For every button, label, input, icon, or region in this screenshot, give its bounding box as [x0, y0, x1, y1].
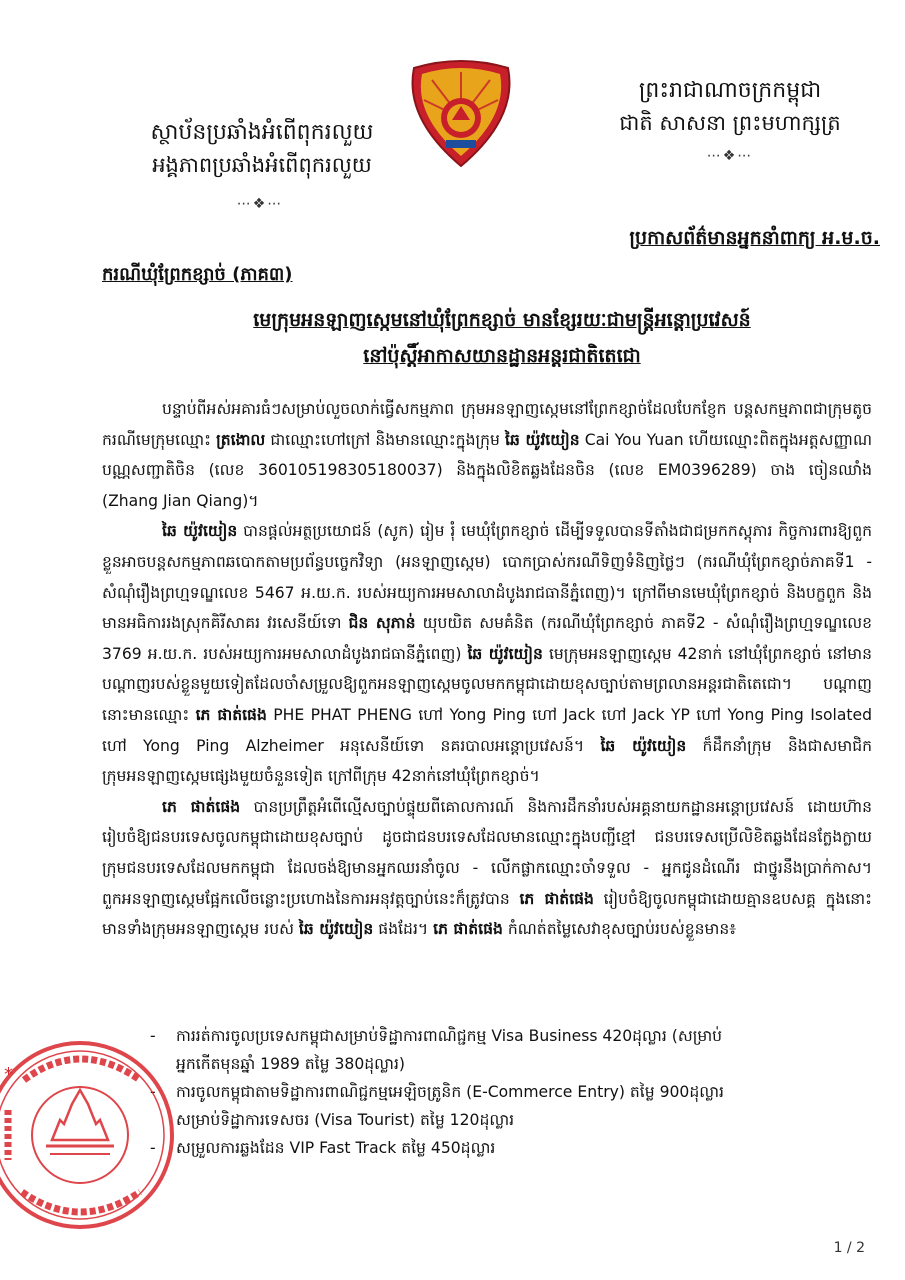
paragraph-3: ភេ ផាត់ផេង បានប្រព្រឹត្តអំពើល្មើសច្បាប់ផ្ទុយពីគោលការណ៍ និងការដឹកនាំរបស់អគ្គនាយកដ្ឋានអន្តោប្រវេសន៍ ដោយហ៊ានរៀបចំឱ្យជនបរទេសចូលកម្ពុជាដោយខុសច្បាប់ ដូចជាជនបរទេសដែលមានឈ្មោះក្នុងបញ្ជីខ្មៅ ជនបរទេសប្រើលិខិតឆ្លងដែនក្លែងក្លាយ ក្រុមជនបរទេសដែលមកកម្ពុជា ដែលចង់ឱ្យមានអ្នកឈរនាំចូល - លើកផ្លាកឈ្មោះចាំទទួល - អ្នកជូនដំណើរ ជាថ្នូរនឹងប្រាក់កាស។ ពួកអនឡាញស្កេមផ្អែកលើចន្លោះប្រហោងនៃការអនុវត្តច្បាប់នេះក៏ត្រូវបាន ភេ ផាត់ផេង រៀបចំឱ្យចូលកម្ពុជាដោយគ្មានឧបសគ្គ ក្នុងនោះមានទាំងក្រុមអនឡាញស្កេម របស់ ឆៃ យ៉ូវយៀន ផងដែរ។ ភេ ផាត់ផេង កំណត់តម្លៃសេវាខុសច្បាប់របស់ខ្លួនមាន៖ [102, 797, 872, 939]
price-list [150, 1022, 870, 1162]
body-text [102, 394, 872, 945]
list-item: - សម្រួលការឆ្លងដែន VIP Fast Track តម្លៃ 450ដុល្លារ [150, 1139, 496, 1157]
list-item: - ការចូលកម្ពុជាតាមទិដ្ឋាការពាណិជ្ជកម្មអេឡិចត្រូនិក (E-Commerce Entry) តម្លៃ 900ដុល្លារ [150, 1083, 724, 1101]
kingdom-name: ព្រះរាជាណាចក្រកម្ពុជា [638, 78, 822, 103]
national-motto: ជាតិ សាសនា ព្រះមហាក្សត្រ [619, 111, 841, 135]
list-item: - ការរត់ការចូលប្រទេសកម្ពុជាសម្រាប់ទិដ្ឋាការពាណិជ្ជកម្ម Visa Business 420ដុល្លារ (សម្រាប់ [150, 1027, 723, 1045]
acu-logo [402, 58, 520, 170]
unit-name: អង្គភាពប្រឆាំងអំពើពុករលួយ [152, 153, 372, 177]
page-number: 1 / 2 [833, 1240, 865, 1256]
title-line-1: មេក្រុមអនឡាញស្កេមនៅឃុំព្រែកខ្សាច់ មានខ្សែរយៈជាមន្ត្រីអន្តោប្រវេសន៍ [253, 309, 751, 331]
paragraph-1: បន្ទាប់ពីអស់អគារធំៗសម្រាប់លួចលាក់ធ្វើសកម្មភាព ក្រុមអនឡាញស្កេមនៅព្រែកខ្សាច់ដែលបែកខ្ញែក បន្តសកម្មភាពជាក្រុមតូច ករណីមេក្រុមឈ្មោះ ត្រងោល ជាឈ្មោះហៅក្រៅ និងមានឈ្មោះក្នុងក្រុម ឆៃ យ៉ូវយៀន Cai You Yuan ហើយឈ្មោះពិតក្នុងអត្តសញ្ញាណបណ្ណសញ្ជាតិចិន (លេខ 36010519830518003​7) និងក្នុងលិខិតឆ្លងដែនចិន (លេខ EM0396289) ចាង ចៀនឈាំង (Zhang Jian Qiang)។ [102, 400, 872, 510]
paragraph-2: ឆៃ យ៉ូវយៀន បានផ្ដល់អត្ថប្រយោជន៍ (សូក) រៀម រុំ មេឃុំព្រែកខ្សាច់ ដើម្បីទទួលបានទីតាំងជាជម្រកកស្តុភារ កិច្ចការពារឱ្យពួកខ្លួនអាចបន្តសកម្មភាពឆបោកតាមប្រព័ន្ធបច្ចេកវិទ្យា (អនឡាញស្កេម) បោកប្រាស់ករណីទិញទំនិញថ្លៃៗ (ករណីឃុំព្រែកខ្សាច់ភាគទី1 - សំណុំរឿងព្រហ្មទណ្ឌលេខ 5467 អ.យ.ក. របស់អយ្យការអមសាលាដំបូងរាជធានីភ្នំពេញ)។ ក្រៅពីមានមេឃុំព្រែកខ្សាច់ និងបក្ខពួក និងមានអធិការរងស្រុកគិរីសាគរ វរសេនីយ៍ទោ ជិន សុភាន់ យុបយិត សមគំនិត (ករណីឃុំព្រែកខ្សាច់ ភាគទី2 - សំណុំរឿងព្រហ្មទណ្ឌលេខ 3769 អ.យ.ក. របស់អយ្យការអមសាលាដំបូងរាជធានីភ្នំពេញ) ឆៃ យ៉ូវយៀន មេក្រុមអនឡាញស្កេម 42នាក់ នៅឃុំព្រែកខ្សាច់ នៅមានបណ្ដាញរបស់ខ្លួនមួយទៀតដែលចាំសម្រួលឱ្យពួកអនឡាញស្កេមចូលមកកម្ពុជាដោយខុសច្បាប់តាមព្រលានអន្តរជាតិតេជោ។ បណ្ដាញនោះមានឈ្មោះ ភេ ផាត់ផេង PHE PHAT PHENG ហៅ Yong Ping ហៅ Jack ហៅ Jack YP ហៅ Yong Ping Isolated ហៅ Yong Ping Alzheimer អនុសេនីយ៍ទោ នគរបាលអន្តោប្រវេសន៍។ ឆៃ យ៉ូវយៀន ក៏ដឹកនាំក្រុម និងជាសមាជិកក្រុមអនឡាញស្កេមផ្សេងមួយចំនួនទៀត ក្រៅពីក្រុម 42នាក់នៅឃុំព្រែកខ្សាច់។ [102, 522, 873, 786]
header-ornament-right: ⋯❖⋯ [706, 148, 754, 164]
list-item: សម្រាប់ទិដ្ឋាការទេសចរ (Visa Tourist) តម្លៃ 120ដុល្លារ [176, 1111, 515, 1129]
title-line-2: នៅប៉ុស្តិ៍អាកាសយានដ្ឋានអន្តរជាតិតេជោ [363, 345, 641, 367]
header-ornament-left: ⋯❖⋯ [236, 196, 284, 212]
official-stamp [0, 1020, 190, 1250]
list-item-continuation: អ្នកកើតមុនឆ្នាំ 1989 តម្លៃ 380ដុល្លារ) [176, 1055, 405, 1073]
institution-name: ស្ថាប័នប្រឆាំងអំពើពុករលួយ [150, 120, 374, 145]
case-label: ករណីឃុំព្រែកខ្សាច់ (ភាគ៣) [102, 264, 293, 285]
notice-label: ប្រកាសព័ត៌មានអ្នកនាំពាក្យ អ.ម.ច. [629, 227, 880, 249]
svg-text:*: * [4, 1064, 13, 1085]
